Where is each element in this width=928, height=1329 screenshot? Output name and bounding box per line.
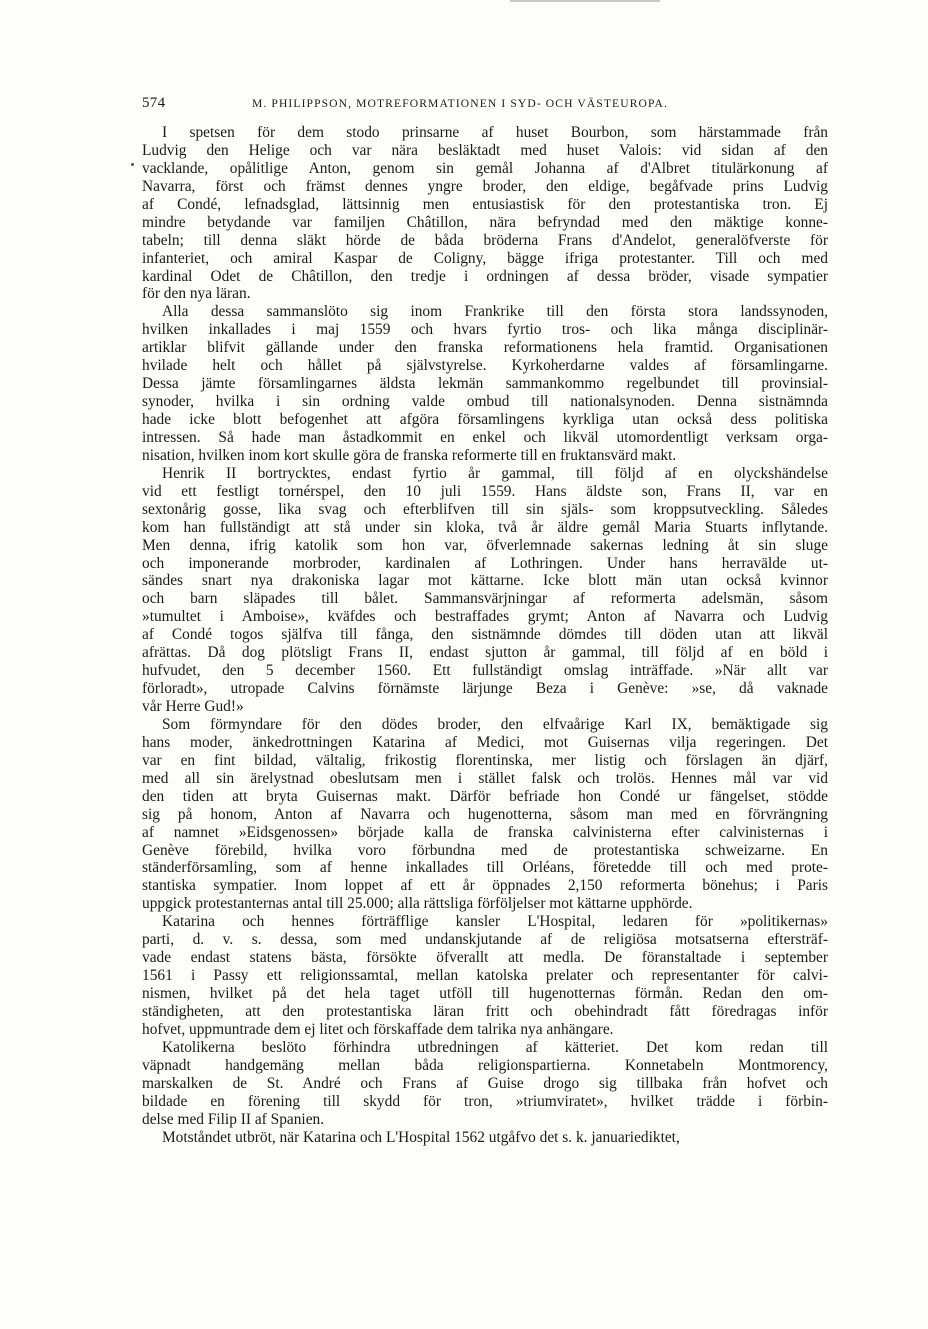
- text-line: Motståndet utbröt, när Katarina och L'Hospital 1562 utgåfvo det s. k. januariediktet,: [162, 1128, 680, 1146]
- body-text: [142, 124, 828, 1146]
- text-line: Katarina och hennes förträfflige kansler L'Hospital, ledaren för »politikernas»: [162, 913, 828, 931]
- paragraph: [142, 465, 828, 716]
- margin-speck: [131, 163, 134, 166]
- text-line: sextonårig gosse, lika svag och efterblifven till sin själs- som kroppsutveckling. Således: [142, 500, 828, 518]
- text-line: och barn släpades till bålet. Sammansvärjningar af reformerta adelsmän, såsom: [142, 590, 828, 608]
- text-line: kardinal Odet de Châtillon, den tredje i ordningen af dessa bröder, visade sympatier: [142, 267, 828, 285]
- text-line: nisation, hvilken inom kort skulle göra de franska reformerte till en fruktansvärd makt.: [142, 446, 677, 464]
- text-line: Alla dessa sammanslöto sig inom Frankrike till den första stora landssynoden,: [162, 303, 828, 321]
- text-line: af Condé, lefnadsglad, lättsinnig men entusiastisk för den protestantiska tron. Ej: [142, 195, 828, 213]
- text-line: sändes snart nya drakoniska lagar mot kättarne. Icke blott män utan också kvinnor: [142, 572, 828, 590]
- text-line: infanteriet, och amiral Kaspar de Coligny, bägge ifriga protestanter. Till och med: [142, 249, 828, 267]
- text-line: intressen. Så hade man åstadkommit en enkel och likväl utomordentligt verksam orga-: [142, 428, 828, 446]
- text-line: afrättas. Då dog plötsligt Frans II, endast sjutton år gammal, till följd af en böld i: [142, 644, 828, 662]
- text-line: »tumultet i Amboise», kväfdes och bestraffades grymt; Anton af Navarra och Ludvig: [142, 608, 828, 626]
- text-line: hade icke blott befogenhet att afgöra församlingens kyrkliga utan också dess politiska: [142, 411, 828, 428]
- text-line: 1561 i Passy ett religionssamtal, mellan katolska prelater och representanter för calvi-: [142, 967, 828, 985]
- paragraph: [142, 124, 828, 303]
- paragraph: [142, 913, 828, 1039]
- text-line: uppgick protestanternas antal till 25.000; alla rättsliga förföljelser mot kättarne upphörde.: [142, 895, 693, 913]
- text-line: vid ett festligt tornérspel, den 10 juli 1559. Hans äldste son, Frans II, var en: [142, 482, 828, 500]
- paragraph: [142, 1129, 828, 1147]
- text-line: synoder, hvilka i sin ordning valde ombud till nationalsynoden. Denna sistnämnda: [142, 393, 828, 411]
- text-line: ständerförsamling, som af henne inkallades till Orléans, företedde till och med prote-: [142, 859, 828, 877]
- text-line: Ludvig den Helige och var nära besläktadt med huset Valois: vid sidan af den: [142, 141, 828, 159]
- text-line: Navarra, först och främst dennes yngre broder, den eldige, begåfvade prins Ludvig: [142, 177, 828, 195]
- text-line: nismen, hvilket på det hela taget utföll till hugenotternas förmån. Redan den om-: [142, 985, 828, 1002]
- text-line: Dessa jämte församlingarnes äldsta lekmän sammankommo regelbundet till provinsial-: [142, 375, 828, 393]
- page-number: 574: [142, 95, 166, 111]
- text-line: förloradt», utropade Calvins förnämste lärjunge Beza i Genève: »se, då vaknade: [142, 680, 828, 698]
- text-line: Katolikerna beslöto förhindra utbredningen af kätteriet. Det kom redan till: [162, 1038, 828, 1056]
- text-line: kom han fullständigt att stå under sin kloka, två år äldre gemål Maria Stuarts inflytande.: [142, 518, 828, 536]
- text-line: af namnet »Eidsgenossen» började kalla de franska calvinisterna efter calvinisternas i: [142, 823, 828, 841]
- text-line: Genève förebild, hvilka voro förbundna med de protestantiska schweizarne. En: [142, 841, 828, 859]
- text-line: marskalken de St. André och Frans af Guise drogo sig tillbaka från hofvet och: [142, 1074, 828, 1092]
- paragraph: [142, 716, 828, 913]
- text-line: ständigheten, att den protestantiska läran fritt och obehindradt fått föredragas inför: [142, 1002, 828, 1020]
- text-line: I spetsen för dem stodo prinsarne af huset Bourbon, som härstammade från: [162, 124, 828, 141]
- scan-edge-mark: [510, 0, 660, 2]
- text-line: var en fint bildad, vältalig, frikostig florentinska, mer listig och förslagen än djärf,: [142, 751, 828, 769]
- running-head: M. PHILIPPSON, MOTREFORMATIONEN I SYD- OCH VÄSTEUROPA.: [252, 97, 668, 110]
- text-line: vår Herre Gud!»: [142, 698, 244, 715]
- text-line: väpnadt handgemäng mellan båda religionspartierna. Konnetabeln Montmorency,: [142, 1056, 828, 1074]
- text-line: Men denna, ifrig katolik som hon var, öfverlemnade sakernas ledning åt sin sluge: [142, 536, 828, 554]
- text-line: hufvudet, den 5 december 1560. Ett fullständigt omslag inträffade. »När allt var: [142, 662, 828, 680]
- text-line: med all sin ärelystnad obeslutsam men i stället falsk och trolös. Hennes mål var vid: [142, 769, 828, 787]
- text-line: mindre betydande var familjen Châtillon, nära befryndad med den mäktige konne-: [142, 213, 828, 231]
- text-line: sig på honom, Anton af Navarra och hugenotterna, såsom man med en förvrängning: [142, 805, 828, 823]
- text-line: delse med Filip II af Spanien.: [142, 1110, 325, 1128]
- text-line: Henrik II bortrycktes, endast fyrtio år gammal, till följd af en olyckshändelse: [162, 464, 828, 482]
- text-line: tabeln; till denna släkt hörde de båda bröderna Frans d'Andelot, generalöfverste för: [142, 231, 828, 249]
- text-line: af Condé togos själfva till fånga, den sistnämnde dömdes till döden utan att likväl: [142, 626, 828, 644]
- text-line: artiklar blifvit gällande under den franska reformationens hela framtid. Organisationen: [142, 339, 828, 357]
- paragraph: [142, 303, 828, 464]
- page-header: [142, 95, 828, 115]
- text-line: hans moder, änkedrottningen Katarina af Medici, mot Guisernas vilja regeringen. Det: [142, 733, 828, 751]
- text-line: parti, d. v. s. dessa, som med undanskjutande af de religiösa motsatserna eftersträf-: [142, 931, 828, 949]
- text-line: för den nya läran.: [142, 285, 251, 303]
- text-line: och imponerande morbroder, kardinalen af Lothringen. Under hans herravälde ut-: [142, 554, 828, 572]
- text-line: hofvet, uppmuntrade dem ej litet och förskaffade dem talrika nya anhängare.: [142, 1020, 614, 1038]
- text-line: den tiden att bryta Guisernas makt. Därför befriade hon Condé ur fängelset, stödde: [142, 787, 828, 805]
- paragraph: [142, 1039, 828, 1129]
- text-line: hvilken inkallades i maj 1559 och hvars fyrtio tros- och lika många disciplinär-: [142, 321, 828, 339]
- text-line: stantiska sympatier. Inom loppet af ett år öppnades 2,150 reformerta bönehus; i Paris: [142, 877, 828, 895]
- text-line: vade endast statens bästa, försökte öfverallt att medla. De föranstaltade i september: [142, 949, 828, 967]
- text-line: vacklande, opålitlige Anton, genom sin gemål Johanna af d'Albret titulärkonung af: [142, 159, 828, 177]
- text-line: hvilade helt och hållet på självstyrelse. Kyrkoherdarne valdes af församlingarne.: [142, 357, 828, 375]
- text-line: bildade en förening till skydd för tron, »triumviratet», hvilket trädde i förbin-: [142, 1092, 828, 1110]
- text-line: Som förmyndare för den dödes broder, den elfvaårige Karl IX, bemäktigade sig: [162, 715, 828, 733]
